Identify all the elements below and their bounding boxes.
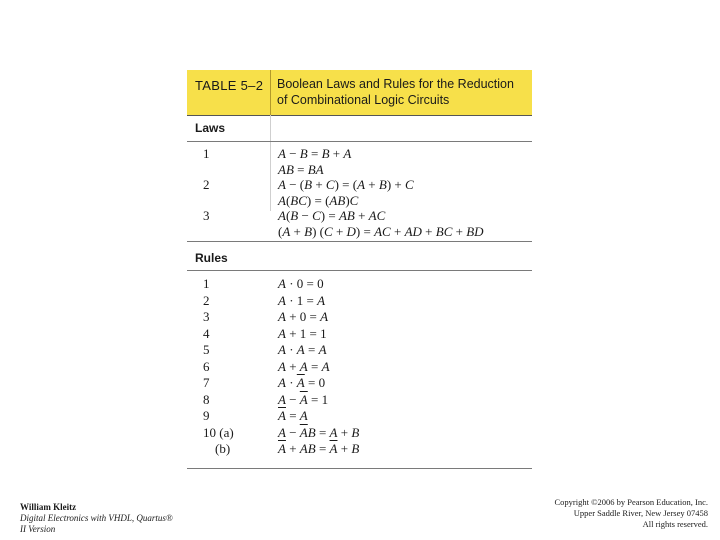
expression-term: A	[278, 146, 286, 161]
expression-term: · 0 = 0	[285, 276, 324, 291]
expression-term: A	[321, 358, 330, 374]
footer-copyright	[488, 497, 708, 530]
expression-term: AC	[368, 208, 386, 223]
rule-expression	[278, 408, 308, 423]
law-row	[187, 193, 532, 208]
rule-row	[187, 425, 532, 440]
expression-term: AD	[404, 223, 422, 239]
rule-row	[187, 392, 532, 407]
expression-term: ) (	[312, 223, 325, 239]
rule-expression	[278, 326, 327, 341]
expression-term: AB	[299, 441, 316, 456]
rule-expression	[278, 342, 327, 357]
rule-number: 3	[203, 309, 210, 324]
rule-number: 7	[203, 375, 210, 390]
expression-term: B	[304, 177, 313, 192]
law-row	[187, 208, 532, 223]
expression-term: = 0	[304, 375, 326, 390]
book-title-line2: II Version	[20, 524, 56, 534]
expression-term: +	[329, 146, 344, 161]
expression-term: A	[317, 292, 326, 308]
expression-term: C	[325, 177, 335, 192]
expression-term: +	[365, 177, 379, 192]
expression-term: ) =	[355, 223, 375, 239]
expression-term: +	[390, 223, 405, 239]
expression-term: +	[312, 177, 326, 192]
law-expression	[278, 162, 324, 177]
rule-expression	[278, 441, 359, 456]
expression-term: A	[278, 292, 286, 308]
expression-term: =	[307, 358, 322, 374]
law-expression	[278, 193, 358, 208]
expression-term: ) +	[386, 177, 406, 192]
rule-row	[187, 359, 532, 374]
expression-term: C	[324, 223, 333, 239]
law-number: 3	[203, 208, 210, 223]
expression-term: +	[337, 441, 352, 456]
expression-term: B	[307, 424, 316, 440]
rule-expression	[278, 293, 325, 308]
book-title-line1: Digital Electronics with VHDL, Quartus®	[20, 513, 173, 523]
expression-term: C	[405, 177, 414, 192]
boolean-laws-table	[187, 70, 532, 470]
expression-term: (	[285, 208, 291, 223]
law-expression	[278, 208, 385, 223]
expression-term: C	[349, 192, 359, 208]
laws-rule-line	[187, 141, 532, 142]
expression-term: ) = (	[306, 192, 330, 208]
expression-term: +	[452, 223, 467, 239]
expression-term: A	[299, 358, 308, 374]
expression-term: $\overline{A}$	[296, 375, 305, 390]
expression-term: +	[421, 223, 436, 239]
table-bottom-line	[187, 468, 532, 469]
rule-row	[187, 276, 532, 291]
rule-number: 8	[203, 391, 210, 407]
rule-row	[187, 342, 532, 357]
expression-term: =	[315, 424, 330, 440]
rule-expression	[278, 375, 325, 390]
section-divider-line	[187, 241, 532, 242]
expression-term: + 1 = 1	[285, 325, 327, 341]
expression-term: A	[299, 408, 308, 423]
expression-term: B	[351, 441, 360, 456]
expression-term: AC	[374, 223, 391, 239]
rule-expression	[278, 359, 330, 374]
expression-term: $\overline{A}$	[329, 441, 338, 456]
expression-term: A	[278, 177, 286, 192]
expression-term: AB	[338, 208, 355, 223]
law-number: 2	[203, 177, 210, 192]
expression-term: A	[278, 192, 286, 208]
rule-expression	[278, 276, 324, 291]
expression-term: B	[299, 146, 308, 161]
expression-term: A	[282, 223, 291, 239]
expression-term: ) = (	[334, 177, 358, 192]
law-number: 1	[203, 146, 210, 161]
table-title-line2: of Combinational Logic Circuits	[277, 93, 450, 107]
expression-term: =	[285, 408, 300, 423]
expression-term: A	[278, 358, 286, 374]
expression-term: BC	[290, 192, 307, 208]
expression-term: A	[320, 309, 329, 324]
expression-term: A	[296, 342, 305, 357]
expression-term: =	[307, 146, 322, 161]
law-row	[187, 162, 532, 177]
rights-line: All rights reserved.	[642, 519, 708, 529]
rule-expression	[278, 392, 328, 407]
rule-expression	[278, 425, 359, 440]
expression-term: =	[304, 342, 319, 357]
expression-term: BD	[466, 223, 484, 239]
expression-term: )	[345, 192, 350, 208]
law-row	[187, 224, 532, 239]
expression-term: D	[346, 223, 356, 239]
rule-row	[187, 326, 532, 341]
expression-term: ·	[285, 375, 297, 390]
expression-term: A	[278, 391, 286, 407]
laws-heading: Laws	[195, 121, 226, 135]
rules-heading: Rules	[195, 251, 228, 265]
expression-term: B	[378, 177, 387, 192]
expression-term: A	[278, 375, 286, 390]
expression-term: BA	[307, 161, 324, 177]
table-title	[277, 76, 527, 108]
rule-number: 10 (a)	[203, 424, 234, 440]
expression-term: A	[278, 208, 286, 223]
rule-row	[187, 293, 532, 308]
expression-term: A	[318, 342, 327, 357]
rules-rule-line	[187, 270, 532, 271]
rule-number: 9	[203, 408, 210, 423]
expression-term: +	[337, 424, 352, 440]
expression-term: A	[278, 276, 286, 291]
expression-term: −	[298, 208, 313, 223]
expression-term: (	[285, 192, 291, 208]
expression-term: −	[285, 146, 300, 161]
expression-term: − (	[285, 177, 305, 192]
law-expression	[278, 146, 351, 161]
expression-term: =	[315, 441, 330, 456]
expression-term: A	[278, 424, 286, 440]
footer-book-info	[20, 502, 173, 535]
rule-row	[187, 441, 532, 456]
expression-term: A	[278, 325, 286, 341]
expression-term: (	[278, 223, 283, 239]
header-divider	[270, 70, 271, 115]
expression-term: ) =	[320, 208, 339, 223]
expression-term: BC	[435, 223, 453, 239]
expression-term: =	[293, 161, 308, 177]
expression-term: $\overline{A}$	[278, 441, 286, 456]
expression-term: +	[285, 441, 300, 456]
expression-term: +	[332, 223, 347, 239]
expression-term: B	[304, 223, 313, 239]
expression-term: −	[285, 391, 300, 407]
expression-term: = 1	[307, 391, 329, 407]
expression-term: +	[285, 358, 300, 374]
rule-number: 6	[203, 358, 210, 374]
rule-number: 1	[203, 276, 210, 291]
law-expression	[278, 224, 484, 239]
rule-expression	[278, 309, 328, 324]
table-header	[187, 70, 532, 116]
rule-row	[187, 408, 532, 423]
law-row	[187, 177, 532, 192]
expression-term	[278, 406, 286, 423]
expression-term: A	[329, 424, 338, 440]
table-number: TABLE 5–2	[195, 78, 264, 93]
expression-term: · 1 =	[285, 292, 318, 308]
expression-term: A	[357, 177, 366, 192]
table-title-line1: Boolean Laws and Rules for the Reduction	[277, 77, 514, 91]
rule-row	[187, 309, 532, 324]
expression-term: B	[321, 146, 330, 161]
rule-number: 5	[203, 342, 210, 357]
expression-term: C	[312, 208, 321, 223]
expression-term: A	[278, 342, 286, 357]
address-line: Upper Saddle River, New Jersey 07458	[573, 508, 708, 518]
expression-term: + 0 =	[285, 309, 321, 324]
expression-term: +	[354, 208, 369, 223]
rule-number: 4	[203, 325, 210, 341]
author-name: William Kleitz	[20, 502, 77, 512]
expression-term: AB	[329, 192, 346, 208]
expression-term: −	[285, 424, 300, 440]
expression-term: ·	[285, 342, 297, 357]
expression-term: A	[343, 146, 352, 161]
expression-term: $\overline{A}$	[299, 391, 308, 407]
law-row	[187, 146, 532, 161]
rule-number: 2	[203, 292, 210, 308]
expression-term: B	[290, 208, 299, 223]
double-bar-inner: A	[278, 408, 286, 423]
expression-term: $\overline{A}$	[299, 424, 308, 440]
rule-row	[187, 375, 532, 390]
expression-term: AB	[278, 161, 294, 177]
copyright-line: Copyright ©2006 by Pearson Education, Inc.	[554, 497, 708, 507]
law-expression	[278, 177, 414, 192]
expression-term: A	[278, 309, 286, 324]
expression-term: B	[351, 424, 360, 440]
rule-number: (b)	[215, 441, 231, 456]
expression-term: +	[290, 223, 305, 239]
